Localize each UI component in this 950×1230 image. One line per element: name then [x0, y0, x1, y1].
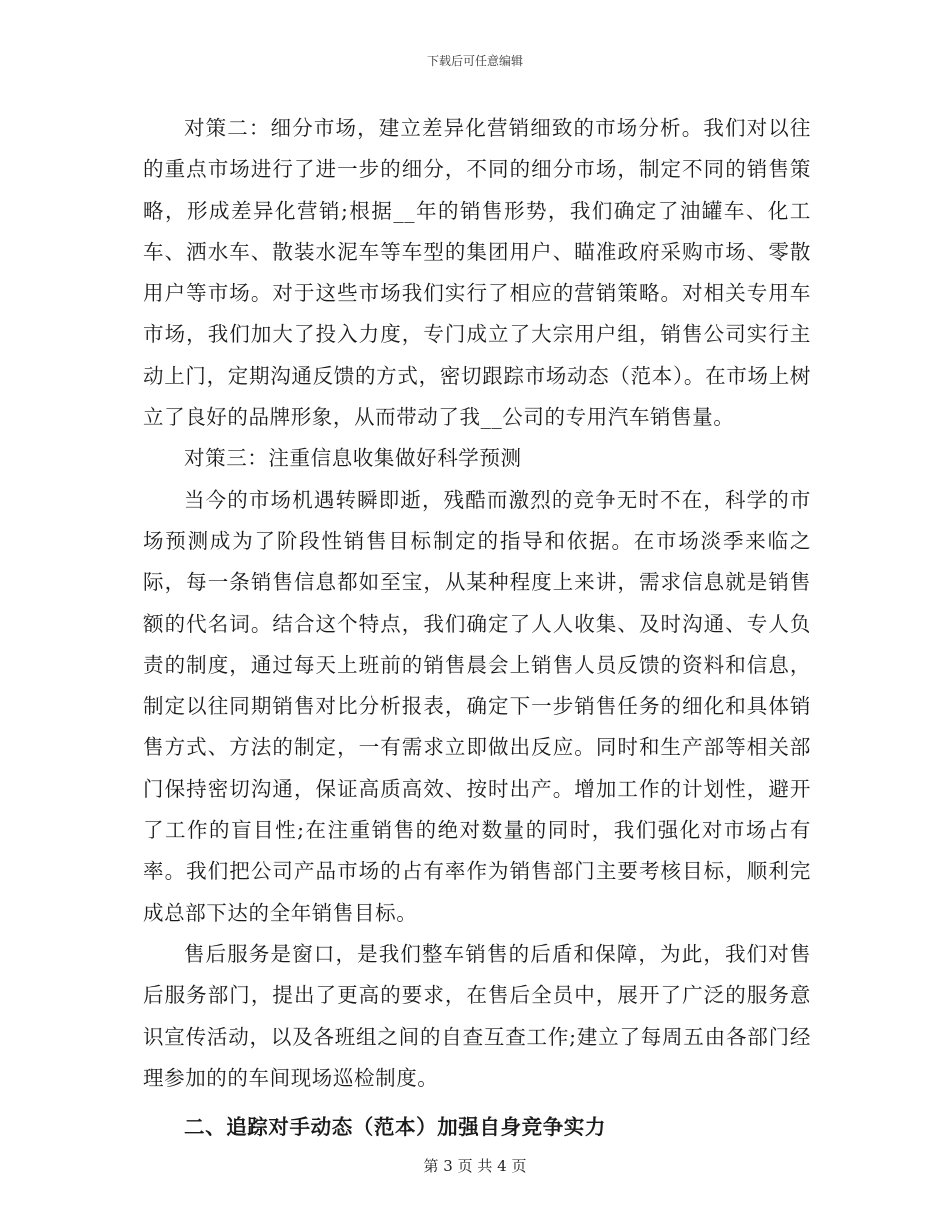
page-footer: 第 3 页 共 4 页: [423, 1157, 527, 1175]
page-header: 下载后可任意编辑: [426, 54, 523, 68]
paragraph-after-sales: 售后服务是窗口，是我们整车销售的后盾和保障，为此，我们对售后服务部门，提出了更高的要求，在售后全员中，展开了广泛的服务意识宣传活动，以及各班组之间的自查互查工作;建立了每周五由各部门经理参加的的车间现场巡检制度。: [143, 941, 811, 1090]
document-body: [143, 108, 811, 1148]
paragraph-strategy-two: 对策二：细分市场，建立差异化营销细致的市场分析。我们对以往的重点市场进行了进一步的细分，不同的细分市场，制定不同的销售策略，形成差异化营销;根据__年的销售形势，我们确定了油罐车、化工车、洒水车、散装水泥车等车型的集团用户、瞄准政府采购市场、零散用户等市场。对于这些市场我们实行了相应的营销策略。对相关专用车市场，我们加大了投入力度，专门成立了大宗用户组，销售公司实行主动上门，定期沟通反馈的方式，密切跟踪市场动态（范本）。在市场上树立了良好的品牌形象，从而带动了我__公司的专用汽车销售量。: [143, 116, 811, 430]
paragraph-market-forecast: 当今的市场机遇转瞬即逝，残酷而激烈的竞争无时不在，科学的市场预测成为了阶段性销售目标制定的指导和依据。在市场淡季来临之际，每一条销售信息都如至宝，从某种程度上来讲，需求信息就是销售额的代名词。结合这个特点，我们确定了人人收集、及时沟通、专人负责的制度，通过每天上班前的销售晨会上销售人员反馈的资料和信息，制定以往同期销售对比分析报表，确定下一步销售任务的细化和具体销售方式、方法的制定，一有需求立即做出反应。同时和生产部等相关部门保持密切沟通，保证高质高效、按时出产。增加工作的计划性，避开了工作的盲目性;在注重销售的绝对数量的同时，我们强化对市场占有率。我们把公司产品市场的占有率作为销售部门主要考核目标，顺利完成总部下达的全年销售目标。: [143, 487, 811, 925]
section-heading: 二、追踪对手动态（范本）加强自身竞争实力: [184, 1115, 606, 1140]
paragraph-strategy-three-title: 对策三：注重信息收集做好科学预测: [184, 446, 522, 471]
